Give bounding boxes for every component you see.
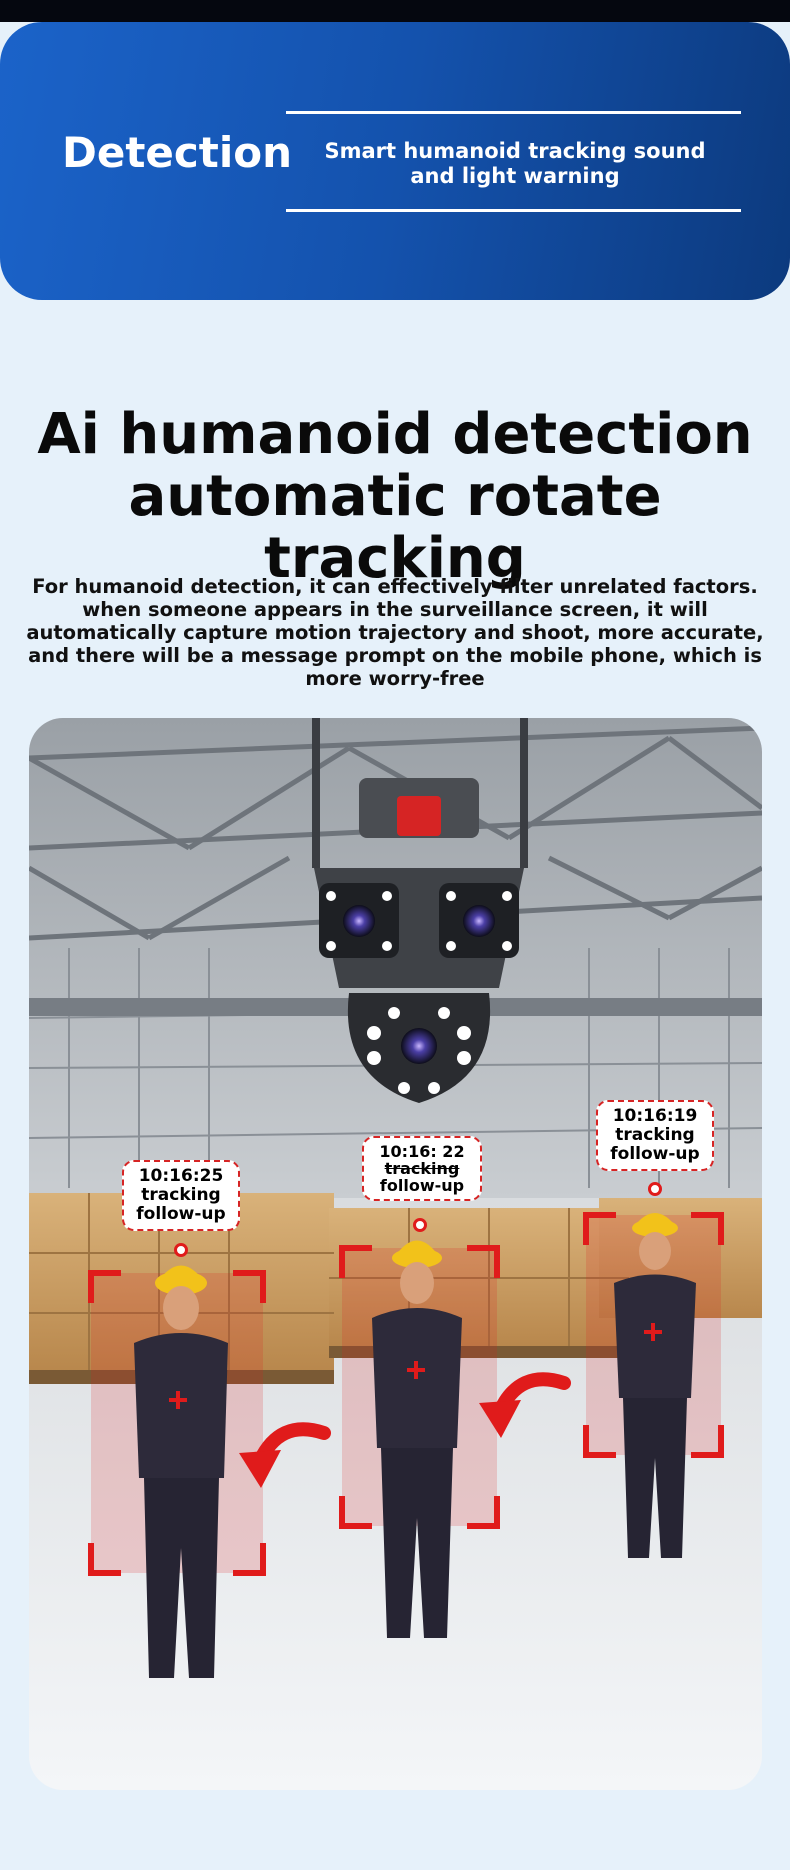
tag-time: 10:16: 22	[379, 1142, 465, 1161]
tag-action: follow-up	[610, 1144, 700, 1164]
headline	[0, 404, 790, 590]
top-strip	[0, 0, 790, 22]
tag-status: tracking	[615, 1125, 695, 1145]
banner-subtitle: Smart humanoid tracking sound and light warning	[324, 139, 706, 188]
tracking-illustration	[29, 718, 762, 1790]
headline-line-2: automatic rotate tracking	[128, 464, 662, 591]
tag-status: tracking	[384, 1159, 460, 1178]
tag-action: follow-up	[379, 1176, 465, 1195]
tag-time: 10:16:19	[612, 1106, 698, 1126]
divider-bottom	[286, 209, 741, 212]
tag-anchor-dot-right	[648, 1182, 662, 1196]
tag-action: follow-up	[136, 1204, 226, 1224]
warehouse-scene	[29, 718, 762, 1790]
banner-title: Detection	[62, 128, 293, 177]
tracking-tag-middle	[362, 1136, 482, 1201]
tag-anchor-dot-left	[174, 1243, 188, 1257]
divider-top	[286, 111, 741, 114]
tracking-tag-left	[122, 1160, 240, 1231]
headline-line-1: Ai humanoid detection	[37, 402, 753, 467]
header-banner	[0, 22, 790, 300]
description-text: For humanoid detection, it can effectively filter unrelated factors. when someone appears in the surveillance screen, it will automatically capture motion trajectory and shoot, more accurate, and there will be a message prompt on the mobile phone, which is more worry-free	[26, 575, 764, 690]
tracking-tag-right	[596, 1100, 714, 1171]
tag-anchor-dot-middle	[413, 1218, 427, 1232]
tag-time: 10:16:25	[138, 1166, 224, 1186]
tag-status: tracking	[141, 1185, 221, 1205]
